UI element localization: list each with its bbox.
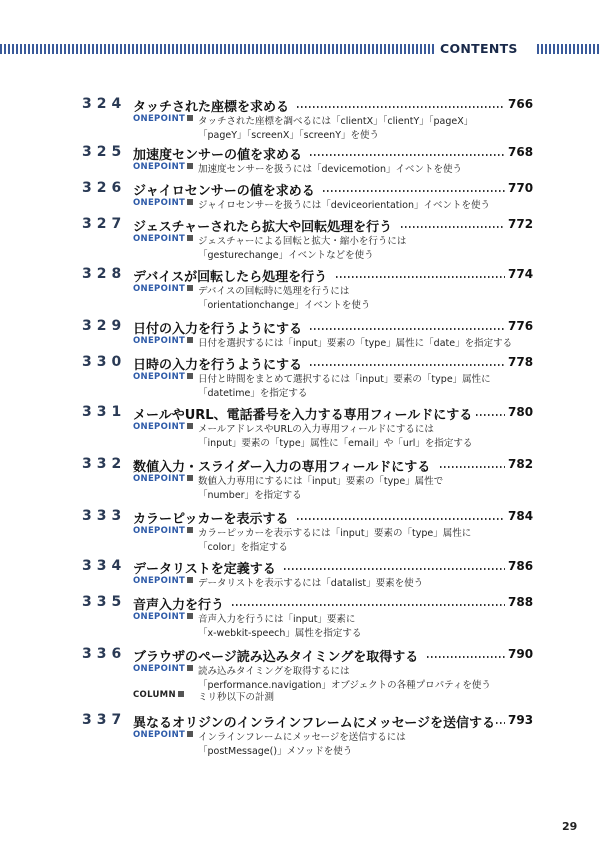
note-text: メールアドレスやURLの入力専用フィールドにするには [198, 424, 434, 435]
note-text: 「pageY」「screenX」「screenY」を使う [198, 130, 380, 141]
toc-entry [0, 318, 600, 349]
entry-note-line [0, 385, 600, 398]
entry-page-number: 770 [508, 181, 534, 195]
toc-entry-heading [0, 180, 600, 198]
entry-page-number: 786 [508, 559, 534, 573]
dot-leader [476, 414, 506, 416]
toc-entry [0, 404, 600, 448]
entry-note-line [0, 743, 600, 756]
toc-entry-heading [0, 144, 600, 162]
entry-number: 336 [82, 646, 127, 662]
toc-entry [0, 594, 600, 638]
note-text: 「datetime」を指定する [198, 388, 308, 399]
onepoint-label [133, 576, 193, 586]
square-bullet-icon [187, 163, 193, 169]
entry-title: 日付の入力を行うようにする [133, 322, 303, 337]
entry-note-line [0, 114, 600, 127]
square-bullet-icon [187, 527, 193, 533]
entry-number: 327 [82, 216, 127, 232]
note-text: 「input」要素の「type」属性に「email」や「url」を指定する [198, 438, 473, 449]
toc-entry [0, 646, 600, 703]
toc-entry-heading [0, 404, 600, 422]
dot-leader [496, 722, 505, 724]
square-bullet-icon [187, 577, 193, 583]
note-text: 音声入力を行うには「input」要素に [198, 614, 356, 625]
note-label-text: ONEPOINT [133, 162, 186, 172]
toc-entry-heading [0, 712, 600, 730]
entry-number: 337 [82, 712, 127, 728]
toc-entry-heading [0, 558, 600, 576]
note-text: カラーピッカーを表示するには「input」要素の「type」属性に [198, 528, 472, 539]
toc-entry-heading [0, 594, 600, 612]
entry-note-line [0, 526, 600, 539]
note-text: 「postMessage()」メソッドを使う [198, 746, 353, 757]
toc-entry [0, 712, 600, 756]
note-label-text: ONEPOINT [133, 576, 186, 586]
square-bullet-icon [187, 731, 193, 737]
note-label-text: ONEPOINT [133, 422, 186, 432]
toc-entry-heading [0, 646, 600, 664]
entry-page-number: 774 [508, 267, 534, 281]
note-text: ミリ秒以下の計測 [198, 692, 275, 703]
dot-leader [232, 604, 505, 606]
entry-number: 328 [82, 266, 127, 282]
entry-note-line [0, 539, 600, 552]
entry-note-line [0, 336, 600, 349]
entry-note-line [0, 297, 600, 310]
entry-number: 331 [82, 404, 127, 420]
square-bullet-icon [187, 475, 193, 481]
square-bullet-icon [187, 423, 193, 429]
onepoint-label [133, 284, 193, 294]
note-label-text: ONEPOINT [133, 114, 186, 124]
note-text: データリストを表示するには「datalist」要素を使う [198, 578, 424, 589]
toc-entry-heading [0, 96, 600, 114]
entry-page-number: 788 [508, 595, 534, 609]
note-label-text: ONEPOINT [133, 198, 186, 208]
note-label-text: ONEPOINT [133, 526, 186, 536]
entry-page-number: 784 [508, 509, 534, 523]
note-label-text: ONEPOINT [133, 730, 186, 740]
toc-entry-heading [0, 354, 600, 372]
note-label-text: ONEPOINT [133, 612, 186, 622]
entry-note-line [0, 625, 600, 638]
onepoint-label [133, 422, 193, 432]
dot-leader [284, 568, 505, 570]
entry-note-line [0, 372, 600, 385]
entry-note-line [0, 162, 600, 175]
dot-leader [297, 106, 505, 108]
entry-note-line [0, 127, 600, 140]
dot-leader [336, 276, 505, 278]
entry-title: 数値入力・スライダー入力の専用フィールドにする [133, 460, 431, 475]
entry-title: 異なるオリジンのインラインフレームにメッセージを送信する [133, 716, 495, 731]
entry-note-line [0, 234, 600, 247]
entry-title: ジャイロセンサーの値を求める [133, 184, 315, 199]
entry-title: ブラウザのページ読み込みタイミングを取得する [133, 650, 419, 665]
toc-entry [0, 96, 600, 140]
square-bullet-icon [187, 373, 193, 379]
note-label-text: ONEPOINT [133, 664, 186, 674]
page-number: 29 [562, 820, 578, 833]
onepoint-label [133, 198, 193, 208]
entry-note-line [0, 247, 600, 260]
toc-entry [0, 180, 600, 211]
square-bullet-icon [187, 665, 193, 671]
entry-note-line [0, 422, 600, 435]
note-label-text: COLUMN [133, 690, 176, 700]
entry-note-line [0, 198, 600, 211]
header-stripes-right [537, 44, 600, 54]
note-text: インラインフレームにメッセージを送信するには [198, 732, 406, 743]
toc-entry-heading [0, 216, 600, 234]
toc-entry [0, 144, 600, 175]
onepoint-label [133, 162, 193, 172]
entry-note-line [0, 284, 600, 297]
entry-note-line [0, 612, 600, 625]
entry-page-number: 776 [508, 319, 534, 333]
entry-number: 333 [82, 508, 127, 524]
entry-note-line [0, 487, 600, 500]
note-text: 日付を選択するには「input」要素の「type」属性に「date」を指定する [198, 338, 513, 349]
onepoint-label [133, 114, 193, 124]
dot-leader [323, 190, 505, 192]
note-text: 「performance.navigation」オブジェクトの各種プロパティを使う [198, 680, 491, 691]
entry-page-number: 793 [508, 713, 534, 727]
entry-title: メールやURL、電話番号を入力する専用フィールドにする [133, 408, 473, 423]
note-label-text: ONEPOINT [133, 372, 186, 382]
entry-number: 326 [82, 180, 127, 196]
toc-entry [0, 558, 600, 589]
dot-leader [310, 328, 505, 330]
note-text: 読み込みタイミングを取得するには [198, 666, 350, 677]
header-title: CONTENTS [440, 41, 518, 56]
note-text: 「color」を指定する [198, 542, 288, 553]
entry-title: 音声入力を行う [133, 598, 225, 613]
entry-title: 日時の入力を行うようにする [133, 358, 303, 373]
onepoint-label [133, 664, 193, 674]
onepoint-label [133, 526, 193, 536]
toc-entry [0, 266, 600, 310]
contents-header [0, 42, 600, 56]
entry-number: 325 [82, 144, 127, 160]
entry-number: 334 [82, 558, 127, 574]
note-text: 数値入力専用にするには「input」要素の「type」属性で [198, 476, 444, 487]
entry-note-line [0, 690, 600, 703]
note-text: 「gesturechange」イベントなどを使う [198, 250, 374, 261]
entry-number: 324 [82, 96, 127, 112]
entry-title: デバイスが回転したら処理を行う [133, 270, 328, 285]
toc-entry-heading [0, 318, 600, 336]
entry-page-number: 778 [508, 355, 534, 369]
dot-leader [310, 154, 505, 156]
toc-entry-heading [0, 266, 600, 284]
note-label-text: ONEPOINT [133, 284, 186, 294]
entry-number: 330 [82, 354, 127, 370]
note-text: 加速度センサーを扱うには「devicemotion」イベントを使う [198, 164, 462, 175]
entry-note-line [0, 664, 600, 677]
square-bullet-icon [187, 235, 193, 241]
onepoint-label [133, 336, 193, 346]
note-label-text: ONEPOINT [133, 474, 186, 484]
entry-page-number: 772 [508, 217, 534, 231]
entry-title: データリストを定義する [133, 562, 276, 577]
header-stripes-left [0, 44, 436, 54]
note-label-text: ONEPOINT [133, 234, 186, 244]
entry-note-line [0, 435, 600, 448]
toc-entry-heading [0, 456, 600, 474]
note-text: デバイスの回転時に処理を行うには [198, 286, 350, 297]
entry-number: 329 [82, 318, 127, 334]
entry-page-number: 768 [508, 145, 534, 159]
square-bullet-icon [178, 691, 184, 697]
note-text: 「x-webkit-speech」属性を指定する [198, 628, 362, 639]
entry-note-line [0, 677, 600, 690]
entry-page-number: 780 [508, 405, 534, 419]
toc-entry [0, 216, 600, 260]
entry-title: カラーピッカーを表示する [133, 512, 289, 527]
toc-entry [0, 508, 600, 552]
dot-leader [401, 226, 505, 228]
onepoint-label [133, 372, 193, 382]
dot-leader [310, 364, 505, 366]
onepoint-label [133, 474, 193, 484]
entry-note-line [0, 474, 600, 487]
note-text: 日付と時間をまとめて選択するには「input」要素の「type」属性に [198, 374, 491, 385]
dot-leader [297, 518, 505, 520]
dot-leader [427, 656, 505, 658]
square-bullet-icon [187, 337, 193, 343]
entry-title: タッチされた座標を求める [133, 100, 290, 115]
onepoint-label [133, 234, 193, 244]
square-bullet-icon [187, 613, 193, 619]
note-text: ジェスチャーによる回転と拡大・縮小を行うには [198, 236, 407, 247]
square-bullet-icon [187, 199, 193, 205]
column-label [133, 690, 184, 700]
onepoint-label [133, 730, 193, 740]
entry-title: 加速度センサーの値を求める [133, 148, 303, 163]
toc-entry [0, 354, 600, 398]
entry-note-line [0, 730, 600, 743]
square-bullet-icon [187, 115, 193, 121]
entry-number: 335 [82, 594, 127, 610]
entry-title: ジェスチャーされたら拡大や回転処理を行う [133, 220, 393, 235]
entry-note-line [0, 576, 600, 589]
entry-page-number: 766 [508, 97, 534, 111]
toc-entry-heading [0, 508, 600, 526]
square-bullet-icon [187, 285, 193, 291]
note-text: ジャイロセンサーを扱うには「deviceorientation」イベントを使う [198, 200, 490, 211]
entry-page-number: 790 [508, 647, 534, 661]
entry-number: 332 [82, 456, 127, 472]
note-text: 「number」を指定する [198, 490, 302, 501]
note-text: タッチされた座標を調べるには「clientX」「clientY」「pageX」 [198, 116, 474, 127]
toc-entry [0, 456, 600, 500]
entry-page-number: 782 [508, 457, 534, 471]
note-label-text: ONEPOINT [133, 336, 186, 346]
note-text: 「orientationchange」イベントを使う [198, 300, 371, 311]
dot-leader [440, 466, 505, 468]
onepoint-label [133, 612, 193, 622]
